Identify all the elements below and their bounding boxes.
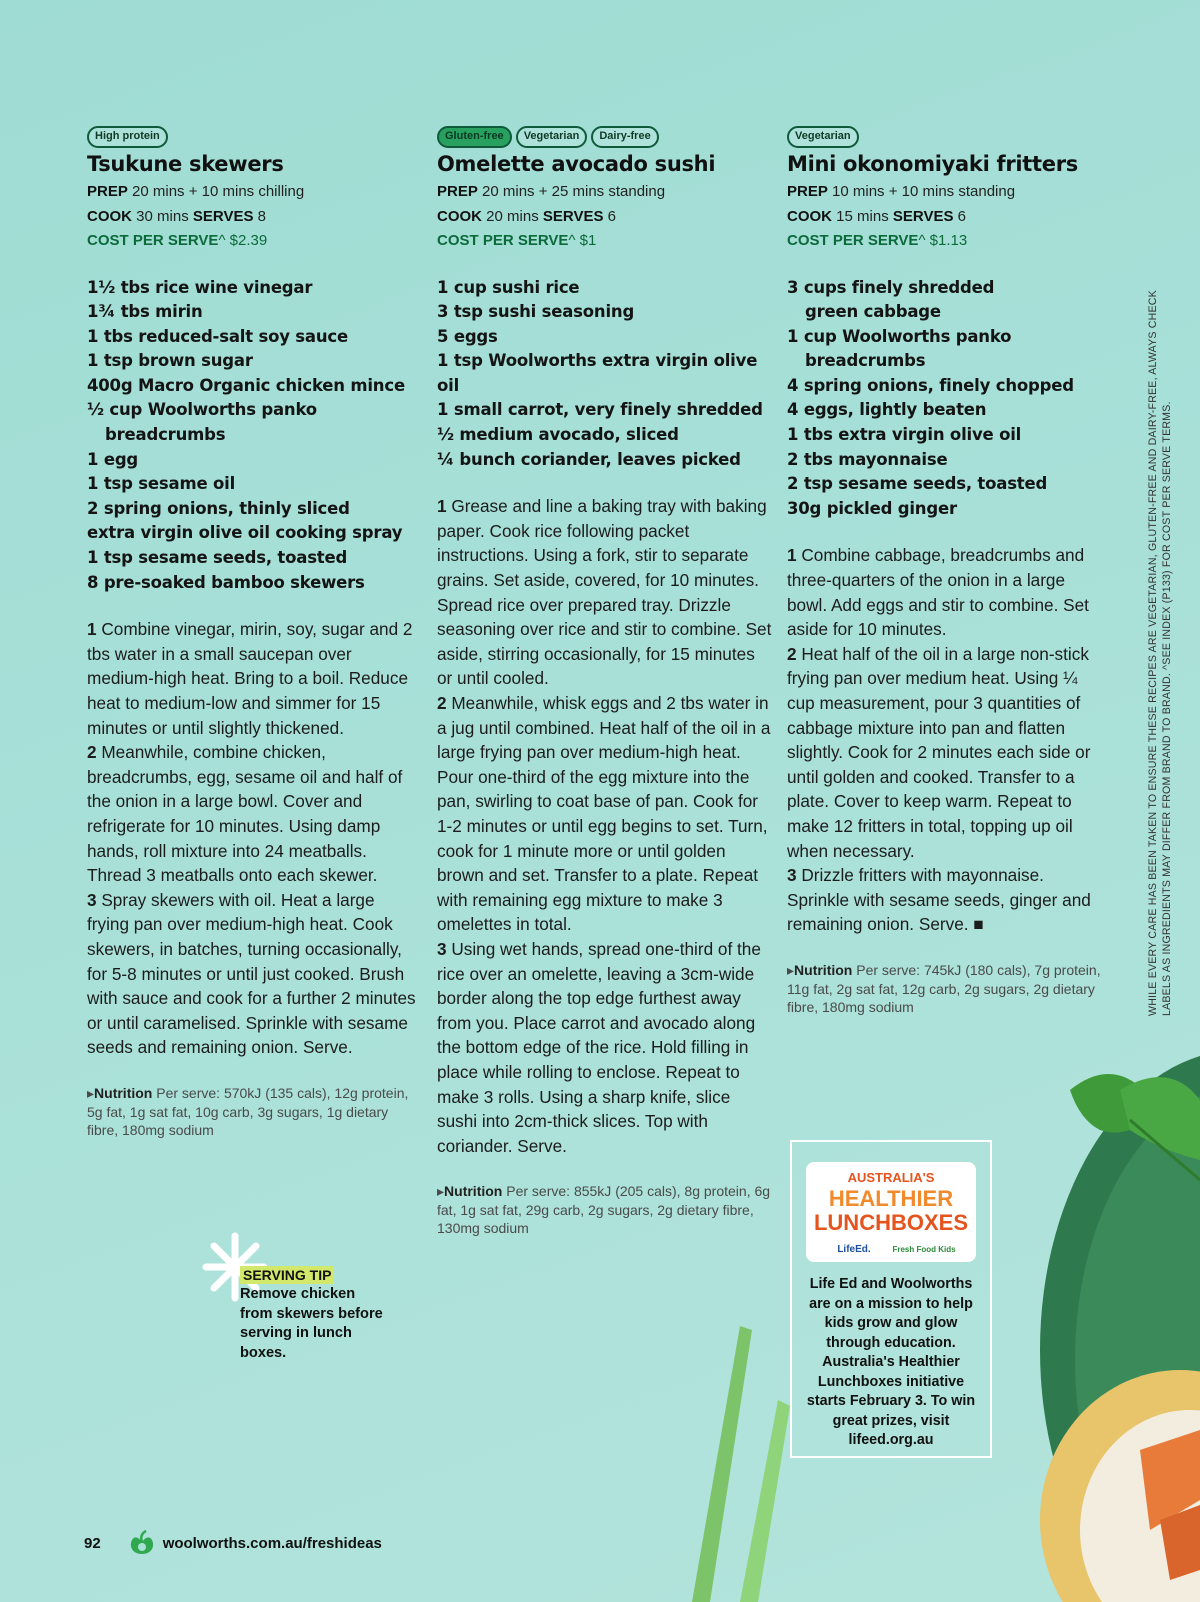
cost-value: $2.39: [229, 232, 268, 249]
ingredient-item: ¼ bunch coriander, leaves picked: [437, 449, 741, 469]
cost-mark: ^: [918, 232, 926, 249]
nutrition-text: Per serve: 570kJ (135 cals), 12g protein, 5g fat, 1g sat fat, 10g carb, 3g sugars, 1g dietary fibre, 180mg sodium: [87, 1084, 409, 1139]
ingredient-item: 1 small carrot, very finely shredded: [437, 400, 763, 420]
ingredient-item: breadcrumbs: [805, 351, 926, 371]
recipe-omelette-avocado-sushi: [437, 126, 772, 1238]
step-number: 2: [87, 742, 97, 763]
healthier-lunchboxes-logo: [806, 1162, 976, 1262]
step-text: Combine cabbage, breadcrumbs and three-quarters of the onion in a large bowl. Add eggs and stir to combine. Set aside for 10 minutes.: [787, 545, 1089, 640]
nutrition-info: [787, 961, 1107, 1017]
bullet-triangle-icon: ▸: [437, 1183, 445, 1200]
ingredient-item: 1½ tbs rice wine vinegar: [87, 277, 313, 297]
tag-vegetarian: Vegetarian: [516, 126, 588, 148]
cost-label: COST PER SERVE: [87, 232, 219, 249]
cost-label: COST PER SERVE: [437, 232, 569, 249]
partner-fresh-food-kids: Fresh Food Kids: [892, 1245, 956, 1254]
serving-tip: [240, 1266, 390, 1363]
method-step: [787, 642, 1107, 863]
nutrition-label: Nutrition: [794, 961, 853, 978]
nutrition-label: Nutrition: [444, 1183, 503, 1200]
prep-label: PREP: [437, 183, 478, 200]
method-step: [87, 740, 417, 888]
cost-label: COST PER SERVE: [787, 232, 919, 249]
serves-count: 6: [957, 207, 966, 225]
ingredient-item: 1 cup sushi rice: [437, 277, 580, 297]
ingredient-item: 2 spring onions, thinly sliced: [87, 498, 350, 518]
step-number: 1: [787, 545, 797, 566]
step-number: 3: [437, 938, 447, 959]
logo-line-3: LUNCHBOXES: [813, 1210, 969, 1235]
ingredient-list: [437, 276, 772, 473]
nutrition-label: Nutrition: [94, 1084, 153, 1101]
method-steps: [437, 494, 772, 1158]
serves-count: 6: [607, 207, 616, 225]
step-text: Heat half of the oil in a large non-stick frying pan over medium heat. Using ¼ cup measurement, pour 3 quantities of cabbage mixture into pan and flatten slightly. Cook for 2 minutes each side or until golden and cooked. Transfer to a plate. Cover to keep warm. Repeat to make 12 fritters in total, topping up oil when necessary.: [787, 643, 1091, 861]
method-step: [437, 937, 772, 1158]
recipe-title: Omelette avocado sushi: [437, 152, 716, 176]
step-text: Meanwhile, whisk eggs and 2 tbs water in a jug until combined. Heat half of the oil in a large frying pan over medium-high heat. Pour one-third of the egg mixture into the pan, swirling to coat base of pan. Cook for 1-2 minutes or until egg begins to set. Turn, cook for 1 minute more or until golden brown and set. Transfer to a plate. Repeat with remaining egg mixture to make 3 omelettes in total.: [437, 693, 771, 935]
nutrition-info: [437, 1182, 772, 1238]
method-steps: [87, 617, 417, 1060]
recipe-title: Tsukune skewers: [87, 152, 284, 176]
method-step: [87, 617, 417, 740]
step-text: Spray skewers with oil. Heat a large frying pan over medium-high heat. Cook skewers, in batches, turning occasionally, for 5-8 minutes or until just cooked. Brush with sauce and cook for a further 2 minutes or until caramelised. Sprinkle with sesame seeds and remaining onion. Serve.: [87, 889, 416, 1058]
method-step: [437, 691, 772, 937]
cook-label: COOK: [437, 207, 482, 225]
recipe-tags: [787, 126, 1107, 148]
ingredient-item: extra virgin olive oil cooking spray: [87, 523, 403, 543]
ingredient-item: 1 tsp Woolworths extra virgin olive oil: [437, 351, 758, 395]
serves-label: SERVES: [542, 207, 604, 225]
ingredient-item: 400g Macro Organic chicken mince: [87, 375, 405, 395]
cost-value: $1: [579, 232, 597, 249]
chopsticks-image: [640, 1320, 800, 1602]
cook-time: 30 mins: [136, 207, 189, 225]
serves-label: SERVES: [892, 207, 954, 225]
cost-value: $1.13: [929, 232, 968, 249]
ingredient-item: 1 tsp sesame oil: [87, 474, 236, 494]
prep-label: PREP: [87, 183, 128, 200]
ingredient-item: green cabbage: [805, 302, 941, 322]
step-text: Combine vinegar, mirin, soy, sugar and 2 tbs water in a small saucepan over medium-high heat. Bring to a boil. Reduce heat to medium-low and simmer for 15 minutes or until slightly thickened.: [87, 619, 413, 738]
tag-dairy-free: Dairy-free: [591, 126, 658, 148]
ingredient-item: 4 eggs, lightly beaten: [787, 400, 987, 420]
step-text: Drizzle fritters with mayonnaise. Sprinkle with sesame seeds, ginger and remaining onion. Serve. ■: [787, 865, 1091, 935]
site-url-link[interactable]: woolworths.com.au/freshideas: [162, 1534, 382, 1552]
healthier-lunchboxes-promo: [790, 1140, 992, 1458]
cook-label: COOK: [87, 207, 132, 225]
recipe-meta: [437, 180, 772, 254]
logo-line-1: AUSTRALIA'S: [847, 1170, 935, 1185]
ingredient-item: 1 tbs reduced-salt soy sauce: [87, 326, 348, 346]
prep-label: PREP: [787, 183, 828, 200]
ingredient-item: ½ cup Woolworths panko: [87, 400, 317, 420]
recipe-mini-okonomiyaki-fritters: [787, 126, 1107, 1017]
page-number: 92: [84, 1534, 101, 1552]
bullet-triangle-icon: ▸: [87, 1084, 95, 1101]
tag-high-protein: High protein: [87, 126, 168, 148]
method-step: [787, 863, 1107, 937]
recipe-title: Mini okonomiyaki fritters: [787, 152, 1078, 176]
cost-mark: ^: [218, 232, 226, 249]
ingredient-item: 1 egg: [87, 449, 139, 469]
ingredient-item: 3 cups finely shredded: [787, 277, 995, 297]
page-footer: [84, 1530, 382, 1556]
tag-gluten-free: Gluten-free: [437, 126, 512, 148]
tag-vegetarian: Vegetarian: [787, 126, 859, 148]
ingredient-item: 1 tsp sesame seeds, toasted: [87, 548, 348, 568]
ingredient-item: 1¾ tbs mirin: [87, 302, 203, 322]
recipe-meta: [87, 180, 417, 254]
bullet-triangle-icon: ▸: [787, 961, 795, 978]
prep-time: 10 mins + 10 mins standing: [832, 183, 1016, 200]
disclaimer-side-note: WHILE EVERY CARE HAS BEEN TAKEN TO ENSURE THESE RECIPES ARE VEGETARIAN, GLUTEN-FREE AND DAIRY-FREE, ALWAYS CHECK LABELS AS INGREDIENTS MAY DIFFER FROM BRAND TO BRAND. ^SEE INDEX (P133) FOR COST PER SERVE TERMS.: [1147, 290, 1173, 1016]
cost-mark: ^: [568, 232, 576, 249]
step-number: 1: [437, 496, 447, 517]
cook-time: 20 mins: [486, 207, 539, 225]
ingredient-item: ½ medium avocado, sliced: [437, 425, 679, 445]
ingredient-item: 1 tbs extra virgin olive oil: [787, 425, 1022, 445]
ingredient-item: 2 tsp sesame seeds, toasted: [787, 474, 1048, 494]
ingredient-item: breadcrumbs: [105, 425, 226, 445]
step-text: Using wet hands, spread one-third of the rice over an omelette, leaving a 3cm-wide border along the top edge furthest away from you. Place carrot and avocado along the bottom edge of the rice. Hold filling in place while rolling to enclose. Repeat to make 3 rolls. Using a sharp knife, slice sushi into 2cm-thick slices. Top with coriander. Serve.: [437, 938, 761, 1156]
step-number: 2: [787, 643, 797, 664]
ingredient-item: 4 spring onions, finely chopped: [787, 375, 1074, 395]
prep-time: 20 mins + 10 mins chilling: [132, 183, 305, 200]
ingredient-item: 8 pre-soaked bamboo skewers: [87, 572, 365, 592]
method-step: [787, 543, 1107, 641]
serving-tip-title: SERVING TIP: [240, 1266, 334, 1284]
ingredient-list: [787, 276, 1107, 522]
sushi-plate-image: [1010, 1050, 1200, 1602]
method-step: [87, 888, 417, 1060]
ingredient-item: 1 tsp brown sugar: [87, 351, 253, 371]
step-number: 2: [437, 693, 447, 713]
step-text: Grease and line a baking tray with baking paper. Cook rice following packet instructions. Using a fork, stir to separate grains. Set aside, covered, for 10 minutes. Spread rice over prepared tray. Drizzle seasoning over rice and stir to combine. Set aside, stirring occasionally, for 15 minutes or until cooled.: [437, 496, 772, 689]
ingredient-item: 5 eggs: [437, 326, 498, 346]
recipe-tsukune-skewers: [87, 126, 417, 1140]
method-step: [437, 494, 772, 691]
ingredient-item: 2 tbs mayonnaise: [787, 449, 948, 469]
method-steps: [787, 543, 1107, 937]
step-number: 3: [87, 889, 97, 910]
nutrition-info: [87, 1084, 417, 1140]
recipe-tags: [437, 126, 772, 148]
serves-count: 8: [257, 207, 266, 225]
serving-tip-body: Remove chicken from skewers before serving in lunch boxes.: [240, 1286, 383, 1361]
partner-lifeed: LifeEd.: [837, 1244, 871, 1255]
prep-time: 20 mins + 25 mins standing: [482, 183, 666, 200]
nutrition-text: Per serve: 745kJ (180 cals), 7g protein, 11g fat, 2g sat fat, 12g carb, 2g sugars, 2g dietary fibre, 180mg sodium: [787, 961, 1101, 1016]
cook-time: 15 mins: [836, 207, 889, 225]
step-number: 1: [87, 619, 97, 640]
serves-label: SERVES: [192, 207, 254, 225]
cook-label: COOK: [787, 207, 832, 225]
ingredient-item: 3 tsp sushi seasoning: [437, 302, 635, 322]
ingredient-item: 1 cup Woolworths panko: [787, 326, 1012, 346]
promo-text: Life Ed and Woolworths are on a mission to help kids grow and glow through education. Australia's Healthier Lunchboxes initiative starts February 3. To win great prizes, visit lifeed.org.au: [806, 1276, 976, 1448]
ingredient-item: 30g pickled ginger: [787, 498, 957, 518]
ingredient-list: [87, 276, 417, 596]
recipe-meta: [787, 180, 1107, 254]
recipe-tags: [87, 126, 417, 148]
step-number: 3: [787, 865, 797, 886]
woolworths-logo-icon: [127, 1530, 157, 1556]
nutrition-text: Per serve: 855kJ (205 cals), 8g protein, 6g fat, 1g sat fat, 29g carb, 2g sugars, 2g dietary fibre, 130mg sodium: [437, 1183, 771, 1237]
logo-line-2: HEALTHIER: [828, 1186, 954, 1211]
step-text: Meanwhile, combine chicken, breadcrumbs, egg, sesame oil and half of the onion in a large bowl. Cover and refrigerate for 10 minutes. Using damp hands, roll mixture into 24 meatballs. Thread 3 meatballs onto each skewer.: [87, 742, 403, 886]
